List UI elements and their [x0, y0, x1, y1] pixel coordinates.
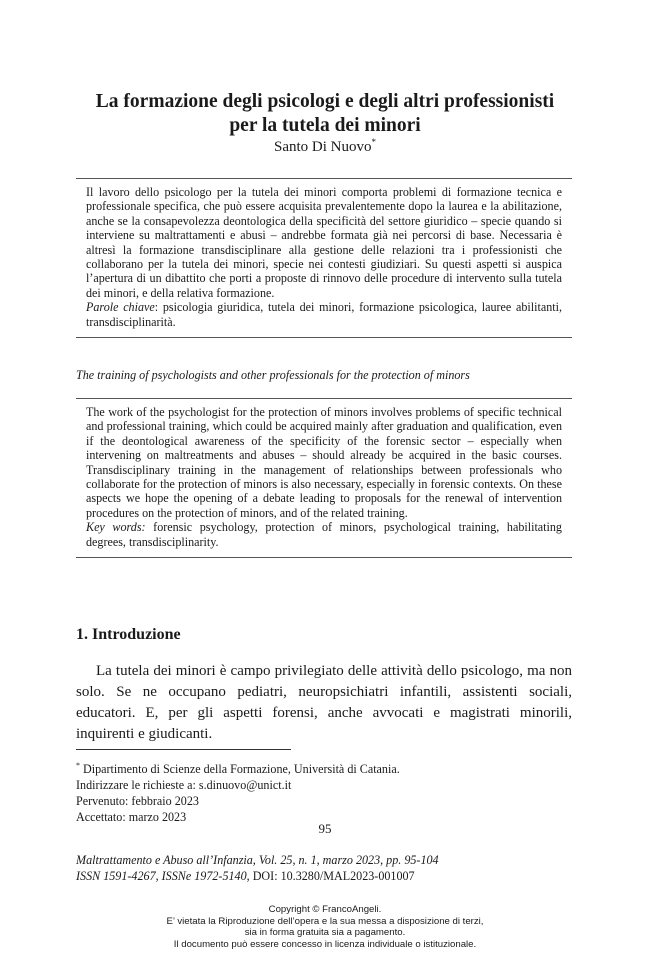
journal-issn: ISSN 1591-4267, ISSNe 1972-5140,: [76, 869, 250, 883]
footnote-mark: *: [76, 761, 80, 770]
title-line-1: La formazione degli psicologi e degli altri professionisti: [95, 91, 555, 112]
keywords-english-text: forensic psychology, protection of minors, psychological training, habilitating degrees, transdisciplinarity.: [86, 520, 562, 549]
footnote: [76, 758, 400, 825]
copyright-line-4: Il documento può essere concesso in licenza individuale o istituzionale.: [173, 938, 477, 950]
copyright-line-2: E’ vietata la Riproduzione dell’opera e la sua messa a disposizione di terzi,: [166, 915, 484, 927]
journal-identifiers: [76, 868, 439, 884]
body-paragraph: La tutela dei minori è campo privilegiato delle attività dello psicologo, ma non solo. Se ne occupano pediatri, neuropsichiatri infantili, assistenti sociali, educatori. E, per gli aspetti forensi, anche avvocati e magistrati minorili, inquirenti e giudicanti.: [76, 663, 572, 742]
title-line-2: per la tutela dei minori: [229, 115, 421, 136]
copyright-line-3: sia in forma gratuita sia a pagamento.: [244, 927, 406, 938]
copyright-notice: [0, 904, 650, 950]
footnote-affiliation: [76, 758, 400, 777]
footnote-affiliation-text: Dipartimento di Scienze della Formazione, Università di Catania.: [80, 762, 400, 777]
article-title: [60, 90, 590, 138]
copyright-line-1: Copyright © FrancoAngeli.: [268, 904, 382, 915]
abstract-italian-text: Il lavoro dello psicologo per la tutela dei minori comporta problemi di formazione tecnica e professionale specifica, che può essere acquisita prevalentemente dopo la laurea e la abilitazione, anche se la consapevolezza deontologica della specificità del settore giuridico – specie quando si interviene su maltrattamenti e abusi – andrebbe formata già nei percorsi di base. Necessaria è altresì la formazione transdisciplinare alla gestione delle relazioni tra i professionisti che collaborano per la tutela dei minori, specie nei contesti giudiziari. Su questi aspetti si auspica l’apertura di un dibattito che porti a proposte di rinnovo delle procedure di intervento sulla tutela dei minori, e della relativa formazione.: [86, 185, 562, 300]
keywords-italian-label: Parole chiave: [86, 300, 155, 315]
section-heading: 1. Introduzione: [76, 626, 181, 643]
author: [60, 137, 590, 156]
keywords-english-label: Key words:: [86, 520, 146, 535]
keywords-english: [86, 520, 562, 549]
journal-info: [76, 852, 439, 884]
footnote-accepted: Accettato: marzo 2023: [76, 810, 187, 825]
journal-citation: Maltrattamento e Abuso all’Infanzia, Vol. 25, n. 1, marzo 2023, pp. 95-104: [76, 853, 439, 867]
keywords-italian: [86, 300, 562, 329]
english-title: The training of psychologists and other professionals for the protection of minors: [76, 368, 470, 382]
abstract-english-text: The work of the psychologist for the protection of minors involves problems of specific technical and professional training, which could be acquired mainly after graduation and qualification, even if the deontological awareness of the specificity of the forensic sector – especially when intervening on maltreatments and abuses – should already be acquired in the basic courses. Transdisciplinary training in the management of relationships between professionals who collaborate for the protection of minors is also necessary, especially in forensic contexts. On these aspects we hope the opening of a debate leading to proposals for the renewal of intervention procedures on the protection of minors, and of the related training.: [86, 405, 562, 520]
page-number: 95: [318, 821, 332, 836]
author-name: Santo Di Nuovo: [274, 139, 372, 155]
footnote-rule: [76, 749, 291, 750]
footnote-received: Pervenuto: febbraio 2023: [76, 794, 199, 809]
footnote-contact: Indirizzare le richieste a: s.dinuovo@unict.it: [76, 778, 292, 793]
journal-doi: DOI: 10.3280/MAL2023-001007: [249, 869, 415, 883]
abstract-english: [76, 398, 572, 558]
abstract-italian: [76, 178, 572, 338]
author-footnote-mark: *: [371, 137, 376, 147]
keywords-italian-text: : psicologia giuridica, tutela dei minori, formazione psicologica, lauree abilitanti, transdisciplinarità.: [86, 300, 562, 329]
